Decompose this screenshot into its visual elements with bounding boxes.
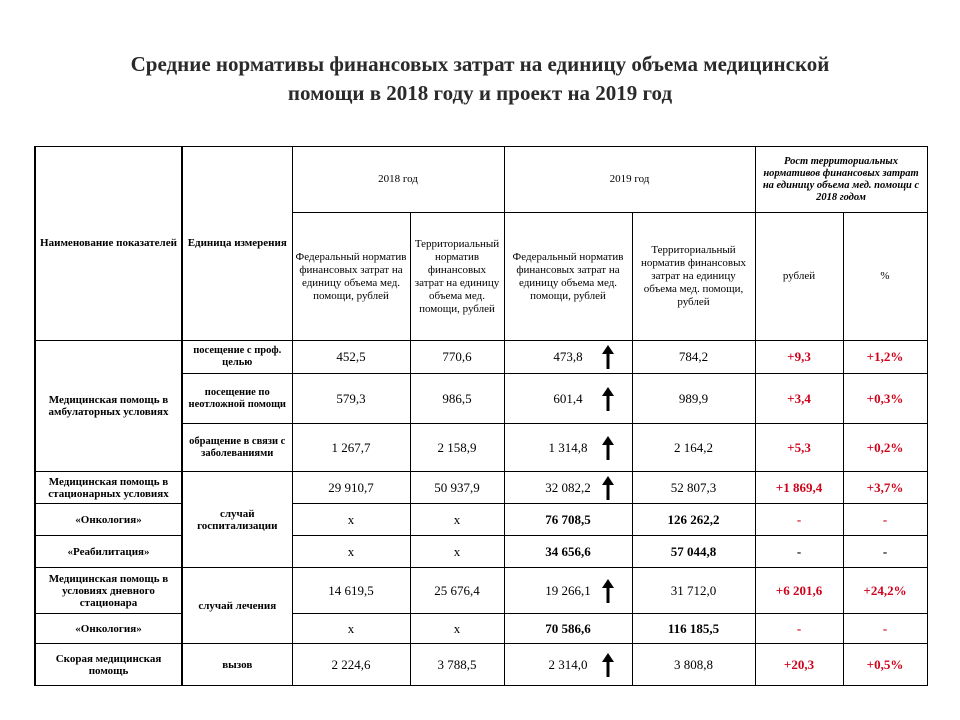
cell-fed-2018: 579,3 xyxy=(292,374,410,424)
cell-terr-2018: 770,6 xyxy=(410,341,504,374)
cell-growth-rub: - xyxy=(755,536,843,568)
cell-terr-2018: x xyxy=(410,504,504,536)
table-row xyxy=(35,614,927,644)
row-name-skor: Скорая медицинская помощь xyxy=(35,644,182,686)
cell-fed-2019: 473,8 xyxy=(504,341,632,374)
row-name-reab: «Реабилитация» xyxy=(35,536,182,568)
cell-growth-rub: - xyxy=(755,504,843,536)
row-unit: посещение по неотложной помощи xyxy=(182,374,292,424)
row-name-onko: «Онкология» xyxy=(35,504,182,536)
page-title xyxy=(40,50,920,108)
cell-fed-2018: 452,5 xyxy=(292,341,410,374)
cell-fed-2019: 19 266,1 xyxy=(504,568,632,614)
cell-terr-2018: 3 788,5 xyxy=(410,644,504,686)
cell-terr-2018: 2 158,9 xyxy=(410,424,504,472)
header-growth: Рост территориальных нормативов финансовых затрат на единицу объема мед. помощи с 2018 годом xyxy=(755,147,927,213)
row-name-amb: Медицинская помощь в амбулаторных условиях xyxy=(35,341,182,472)
table-row xyxy=(35,341,927,374)
cell-terr-2019: 57 044,8 xyxy=(632,536,755,568)
cell-terr-2019: 2 164,2 xyxy=(632,424,755,472)
row-unit: случай лечения xyxy=(182,568,292,644)
cell-terr-2019: 989,9 xyxy=(632,374,755,424)
cell-fed-2019: 601,4 xyxy=(504,374,632,424)
row-unit: вызов xyxy=(182,644,292,686)
table-row xyxy=(35,472,927,504)
row-name-stac: Медицинская помощь в стационарных условиях xyxy=(35,472,182,504)
header-growth-pct: % xyxy=(843,213,927,341)
header-terr-2019: Территориальный норматив финансовых затрат на единицу объема мед. помощи, рублей xyxy=(632,213,755,341)
header-name: Наименование показателей xyxy=(35,147,182,341)
up-arrow-icon xyxy=(602,436,614,460)
table-row xyxy=(35,504,927,536)
cell-fed-2019: 76 708,5 xyxy=(504,504,632,536)
cell-fed-2018: 1 267,7 xyxy=(292,424,410,472)
cell-fed-2019: 32 082,2 xyxy=(504,472,632,504)
cell-terr-2019: 3 808,8 xyxy=(632,644,755,686)
cell-growth-pct: +0,3% xyxy=(843,374,927,424)
title-line-1: Средние нормативы финансовых затрат на единицу объема медицинской xyxy=(130,52,830,76)
cell-fed-2018: x xyxy=(292,614,410,644)
cell-terr-2018: x xyxy=(410,614,504,644)
table-row xyxy=(35,536,927,568)
table-row xyxy=(35,644,927,686)
cell-growth-rub: - xyxy=(755,614,843,644)
cell-growth-pct: +0,5% xyxy=(843,644,927,686)
header-2018: 2018 год xyxy=(292,147,504,213)
cell-terr-2019: 116 185,5 xyxy=(632,614,755,644)
cell-terr-2018: 25 676,4 xyxy=(410,568,504,614)
cell-growth-pct: +3,7% xyxy=(843,472,927,504)
cell-terr-2019: 126 262,2 xyxy=(632,504,755,536)
cell-fed-2019: 1 314,8 xyxy=(504,424,632,472)
up-arrow-icon xyxy=(602,345,614,369)
cell-growth-pct: +1,2% xyxy=(843,341,927,374)
cell-growth-pct: - xyxy=(843,504,927,536)
cell-terr-2019: 52 807,3 xyxy=(632,472,755,504)
cell-fed-2019: 34 656,6 xyxy=(504,536,632,568)
cell-growth-pct: - xyxy=(843,536,927,568)
up-arrow-icon xyxy=(602,387,614,411)
cell-growth-pct: +0,2% xyxy=(843,424,927,472)
cell-fed-2019: 70 586,6 xyxy=(504,614,632,644)
header-unit: Единица измерения xyxy=(182,147,292,341)
row-unit: случай госпитализации xyxy=(182,472,292,568)
cell-fed-2018: x xyxy=(292,504,410,536)
cell-fed-2018: 2 224,6 xyxy=(292,644,410,686)
cell-growth-rub: +3,4 xyxy=(755,374,843,424)
cell-fed-2018: x xyxy=(292,536,410,568)
header-2019: 2019 год xyxy=(504,147,755,213)
cell-terr-2018: x xyxy=(410,536,504,568)
cell-growth-rub: +20,3 xyxy=(755,644,843,686)
cell-growth-rub: +1 869,4 xyxy=(755,472,843,504)
up-arrow-icon xyxy=(602,579,614,603)
cell-growth-rub: +6 201,6 xyxy=(755,568,843,614)
cell-terr-2019: 31 712,0 xyxy=(632,568,755,614)
row-name-dnev: Медицинская помощь в условиях дневного стационара xyxy=(35,568,182,614)
header-fed-2018: Федеральный норматив финансовых затрат на единицу объема мед. помощи, рублей xyxy=(292,213,410,341)
row-name-onko: «Онкология» xyxy=(35,614,182,644)
cell-terr-2018: 986,5 xyxy=(410,374,504,424)
normatives-table xyxy=(34,146,928,686)
header-growth-rub: рублей xyxy=(755,213,843,341)
up-arrow-icon xyxy=(602,476,614,500)
cell-terr-2019: 784,2 xyxy=(632,341,755,374)
cell-growth-rub: +9,3 xyxy=(755,341,843,374)
header-terr-2018: Территориальный норматив финансовых затрат на единицу объема мед. помощи, рублей xyxy=(410,213,504,341)
cell-growth-rub: +5,3 xyxy=(755,424,843,472)
table-row xyxy=(35,568,927,614)
cell-terr-2018: 50 937,9 xyxy=(410,472,504,504)
cell-growth-pct: +24,2% xyxy=(843,568,927,614)
row-unit: обращение в связи с заболеваниями xyxy=(182,424,292,472)
title-line-2: помощи в 2018 году и проект на 2019 год xyxy=(287,81,673,105)
header-fed-2019: Федеральный норматив финансовых затрат на единицу объема мед. помощи, рублей xyxy=(504,213,632,341)
row-unit: посещение с проф. целью xyxy=(182,341,292,374)
up-arrow-icon xyxy=(602,653,614,677)
cell-fed-2019: 2 314,0 xyxy=(504,644,632,686)
cell-growth-pct: - xyxy=(843,614,927,644)
cell-fed-2018: 29 910,7 xyxy=(292,472,410,504)
cell-fed-2018: 14 619,5 xyxy=(292,568,410,614)
